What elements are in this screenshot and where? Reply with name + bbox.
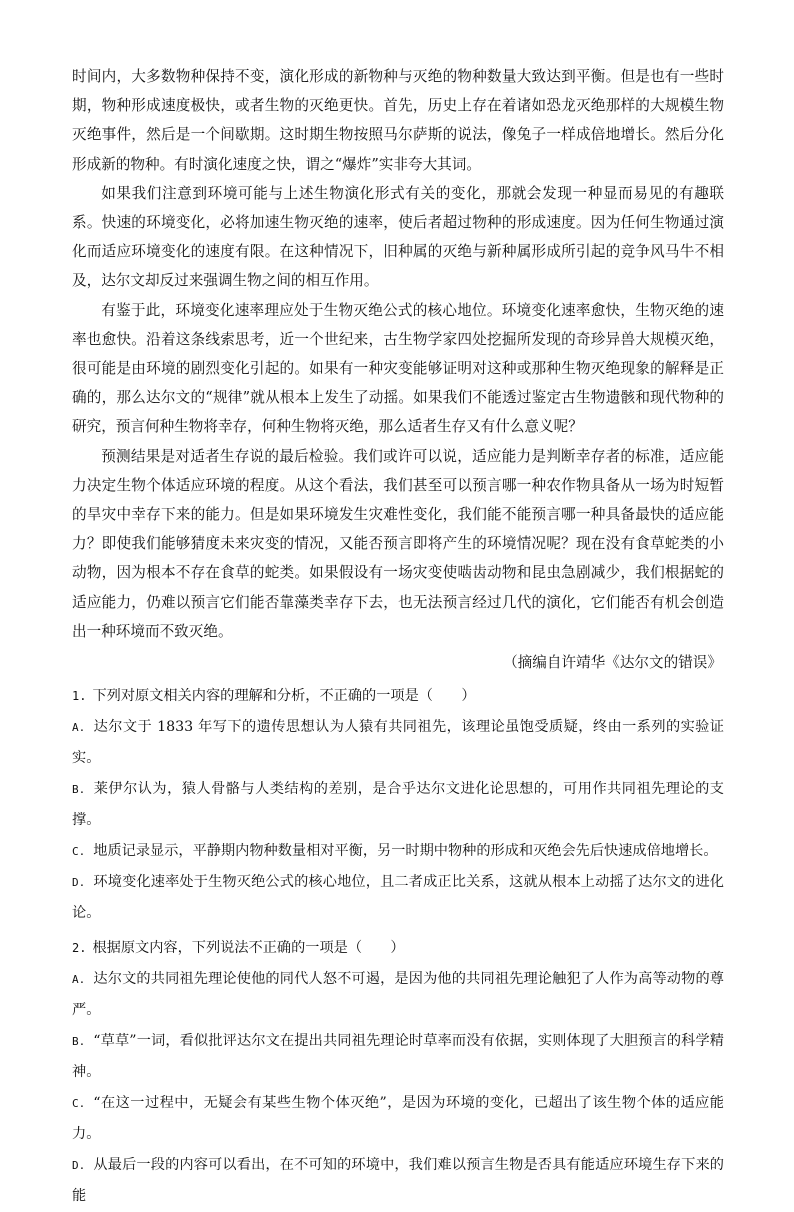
question-text: 根据原文内容，下列说法不正确的一项是（ ） — [92, 940, 405, 957]
question-number: 2. — [72, 941, 87, 956]
option-letter: C. — [72, 1097, 86, 1111]
option-text: 从最后一段的内容可以看出，在不可知的环境中，我们难以预言生物是否具有能适应环境生存下来的能 — [72, 1157, 724, 1205]
question-2 — [72, 933, 724, 1212]
passage — [72, 62, 724, 677]
passage-paragraph: 如果我们注意到环境可能与上述生物演化形式有关的变化，那就会发现一种显而易见的有趣联系。快速的环境变化，必将加速生物灭绝的速率，使后者超过物种的形成速度。因为任何生物通过演化而适应环境变化的速度有限。在这种情况下，旧种属的灭绝与新种属形成所引起的竞争风马牛不相及，达尔文却反过来强调生物之间的相互作用。 — [72, 184, 724, 290]
document-page — [72, 62, 724, 1212]
option-letter: D. — [72, 876, 86, 890]
option-letter: A. — [72, 721, 86, 735]
option-a — [72, 964, 724, 1026]
passage-source: （摘编自许靖华《达尔文的错误》 — [503, 654, 722, 672]
passage-paragraph: 有鉴于此，环境变化速率理应处于生物灭绝公式的核心地位。环境变化速率愈快，生物灭绝的速率也愈快。沿着这条线索思考，近一个世纪来，古生物学家四处挖掘所发现的奇珍异兽大规模灭绝，很可能是由环境的剧烈变化引起的。如果有一种灾变能够证明对这种或那种生物灭绝现象的解释是正确的，那么达尔文的“规律”就从根本上发生了动摇。如果我们不能透过鉴定古生物遗骸和现代物种的研究，预言何种生物将幸存，何种生物将灭绝，那么适者生存又有什么意义呢？ — [72, 301, 724, 436]
question-1 — [72, 681, 724, 929]
option-letter: D. — [72, 1159, 86, 1173]
passage-paragraph: 时间内，大多数物种保持不变，演化形成的新物种与灭绝的物种数量大致达到平衡。但是也有一些时期，物种形成速度极快，或者生物的灭绝更快。首先，历史上存在着诸如恐龙灭绝那样的大规模生物灭绝事件，然后是一个间歇期。这时期生物按照马尔萨斯的说法，像兔子一样成倍地增长。然后分化形成新的物种。有时演化速度之快，谓之“爆炸”实非夸大其词。 — [72, 68, 724, 173]
option-text: 环境变化速率处于生物灭绝公式的核心地位，且二者成正比关系，这就从根本上动摇了达尔文的进化论。 — [72, 874, 724, 922]
option-d — [72, 1150, 724, 1212]
option-a — [72, 712, 724, 774]
option-c — [72, 836, 724, 867]
option-text: “草草”一词，看似批评达尔文在提出共同祖先理论时草率而没有依据，实则体现了大胆预言的科学精神。 — [72, 1033, 724, 1081]
option-d — [72, 867, 724, 929]
question-stem — [72, 681, 724, 712]
option-text: “在这一过程中，无疑会有某些生物个体灭绝”，是因为环境的变化，已超出了该生物个体的适应能力。 — [72, 1095, 724, 1143]
question-text: 下列对原文相关内容的理解和分析，不正确的一项是（ ） — [92, 688, 476, 705]
option-text: 达尔文的共同祖先理论使他的同代人怒不可遏，是因为他的共同祖先理论触犯了人作为高等动物的尊严。 — [72, 971, 724, 1019]
option-letter: B. — [72, 1035, 86, 1049]
option-letter: A. — [72, 973, 86, 987]
option-b — [72, 774, 724, 836]
option-text: 莱伊尔认为，猿人骨骼与人类结构的差别，是合乎达尔文进化论思想的，可用作共同祖先理论的支撑。 — [72, 781, 724, 829]
question-number: 1. — [72, 689, 87, 704]
option-letter: C. — [72, 845, 86, 859]
passage-paragraph: 预测结果是对适者生存说的最后检验。我们或许可以说，适应能力是判断幸存者的标准，适应能力决定生物个体适应环境的程度。从这个看法，我们甚至可以预言哪一种农作物具备从一场为时短暂的旱灾中幸存下来的能力。但是如果环境发生灾难性变化，我们能不能预言哪一种具备最快的适应能力？即使我们能够猜度未来灾变的情况，又能否预言即将产生的环境情况呢？现在没有食草蛇类的小动物，因为根本不存在食草的蛇类。如果假设有一场灾变使啮齿动物和昆虫急剧减少，我们根据蛇的适应能力，仍难以预言它们能否靠藻类幸存下去，也无法预言经过几代的演化，它们能否有机会创造出一种环境而不致灭绝。 — [72, 447, 724, 640]
option-letter: B. — [72, 783, 86, 797]
option-text: 达尔文于 1833 年写下的遗传思想认为人猿有共同祖先，该理论虽饱受质疑，终由一系列的实验证实。 — [72, 719, 724, 767]
question-stem — [72, 933, 724, 964]
option-b — [72, 1026, 724, 1088]
option-text: 地质记录显示，平静期内物种数量相对平衡，另一时期中物种的形成和灭绝会先后快速成倍地增长。 — [93, 843, 718, 860]
option-c — [72, 1088, 724, 1150]
